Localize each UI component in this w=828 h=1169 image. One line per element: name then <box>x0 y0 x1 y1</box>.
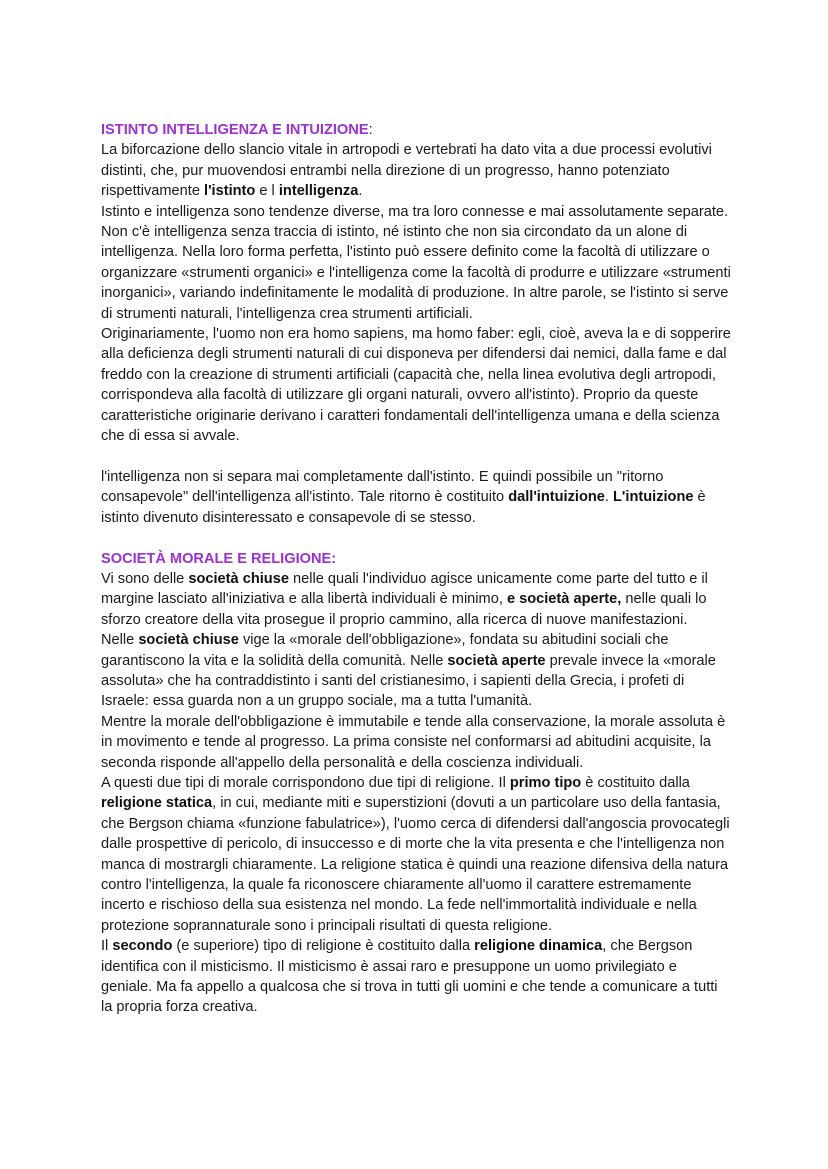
section-spacer <box>101 528 731 548</box>
paragraph: Istinto e intelligenza sono tendenze diverse, ma tra loro connesse e mai assolutamente separate. Non c'è intelligenza senza traccia di istinto, né istinto che non sia circondato da un alone di intelligenza. Nella loro forma perfetta, l'istinto può essere definito come la facoltà di utilizzare o organizzare «strumenti organici» e l'intelligenza come la facoltà di produrre e utilizzare «strumenti inorganici», variando indefinitamente le modalità di produzione. In altre parole, se l'istinto si serve di strumenti naturali, l'intelligenza crea strumenti artificiali. <box>101 203 731 322</box>
text-run: . <box>358 183 363 200</box>
text-run: e l <box>255 183 279 200</box>
bold-term: l'istinto <box>204 183 256 200</box>
bold-term: società chiuse <box>138 632 239 649</box>
paragraph <box>101 773 731 936</box>
text-run: , che Bergson identifica con il misticismo. Il misticismo è assai raro e presuppone un uomo privilegiato e geniale. Ma fa appello a qualcosa che si trova in tutti gli uomini e che tende a comunicare a tutti la propria forza creativa. <box>101 938 718 1016</box>
paragraph <box>101 630 731 712</box>
bold-term: secondo <box>112 938 173 955</box>
bold-term: L'intuizione <box>613 489 694 506</box>
paragraph <box>101 467 731 528</box>
bold-term: primo tipo <box>509 774 582 791</box>
text-run: La biforcazione dello slancio vitale in artropodi e vertebrati ha dato vita a due processi evolutivi distinti, che, pur muovendosi entrambi nella direzione di un progresso, hanno potenziato rispettivamente <box>101 142 712 200</box>
section-heading-societa <box>101 549 731 569</box>
text-run: , in cui, mediante miti e superstizioni (dovuti a un particolare uso della fantasia, che Bergson chiama «funzione fabulatrice»), l'uomo cerca di difendersi dall'angoscia provocategli dalle prospettive di pericolo, di insuccesso e di morte che la vita presenta e che l'intelligenza non manca di mostrargli chiaramente. La religione statica è quindi una reazione difensiva della natura contro l'intelligenza, la quale fa riconoscere chiaramente all'uomo il carattere estremamente incerto e rischioso della sua esistenza nel mondo. La fede nell'immortalità individuale e nella protezione soprannaturale sono i principali risultati di questa religione. <box>101 795 730 934</box>
section-heading-istinto <box>101 120 731 140</box>
text-run: A questi due tipi di morale corrispondono due tipi di religione. Il <box>101 774 510 791</box>
text-run: è costituito dalla <box>581 774 690 791</box>
document-page <box>101 120 731 1018</box>
paragraph: Originariamente, l'uomo non era homo sapiens, ma homo faber: egli, cioè, aveva la e di sopperire alla deficienza degli strumenti naturali di cui disponeva per difendersi dai nemici, dalla fame e dal freddo con la creazione di strumenti artificiali (capacità che, nella linea evolutiva degli artropodi, corrispondeva alla facoltà di utilizzare gli organi naturali, ovvero all'istinto). Proprio da queste caratteristiche originarie derivano i caratteri fondamentali dell'intelligenza umana e della scienza che di essa si avvale. <box>101 326 731 445</box>
text-run: Nelle <box>101 632 139 649</box>
section-title: ISTINTO INTELLIGENZA E INTUIZIONE <box>101 122 369 138</box>
bold-term: intelligenza <box>278 183 359 200</box>
paragraph <box>101 140 731 201</box>
bold-term: società aperte <box>447 652 546 669</box>
bold-term: società chiuse <box>188 570 289 587</box>
section-title-colon: : <box>368 122 373 138</box>
paragraph <box>101 936 731 1018</box>
text-run: l'intelligenza non si separa mai completamente dall'istinto. E quindi possibile un "ritorno consapevole" dell'intelligenza all'istinto. Tale ritorno è costituito <box>101 468 664 506</box>
text-run: prevale invece la «morale assoluta» che ha contraddistinto i santi del cristianesimo, i sapienti della Grecia, i profeti di Israele: essa guarda non a un gruppo sociale, ma a tutta l'umanità. <box>101 652 716 710</box>
bold-term: religione statica <box>101 795 213 812</box>
text-run: è istinto divenuto disinteressato e consapevole di se stesso. <box>101 489 706 526</box>
bold-term: e società aperte, <box>506 591 622 608</box>
paragraph <box>101 569 731 630</box>
bold-term: religione dinamica <box>474 938 603 955</box>
text-run: nelle quali l'individuo agisce unicamente come parte del tutto e il margine lasciato all'iniziativa e alla libertà individuali è minimo, <box>101 570 708 608</box>
bold-term: dall'intuizione <box>508 489 605 506</box>
text-run: nelle quali lo sforzo creatore della vita prosegue il proprio cammino, alla ricerca di nuove manifestazioni. <box>101 591 707 628</box>
text-run: Vi sono delle <box>101 570 189 587</box>
paragraph-spacer <box>101 447 731 467</box>
text-run: (e superiore) tipo di religione è costituito dalla <box>172 938 475 955</box>
text-run: . <box>604 489 614 506</box>
text-run: vige la «morale dell'obbligazione», fondata su abitudini sociali che garantiscono la vita e la solidità della comunità. Nelle <box>101 632 669 669</box>
section-title: SOCIETÀ MORALE E RELIGIONE: <box>101 550 337 567</box>
paragraph: Mentre la morale dell'obbligazione è immutabile e tende alla conservazione, la morale assoluta è in movimento e tende al progresso. La prima consiste nel conformarsi ad abitudini acquisite, la seconda risponde all'appello della personalità e della coscienza individuali. <box>101 713 726 771</box>
text-run: Il <box>101 938 113 955</box>
